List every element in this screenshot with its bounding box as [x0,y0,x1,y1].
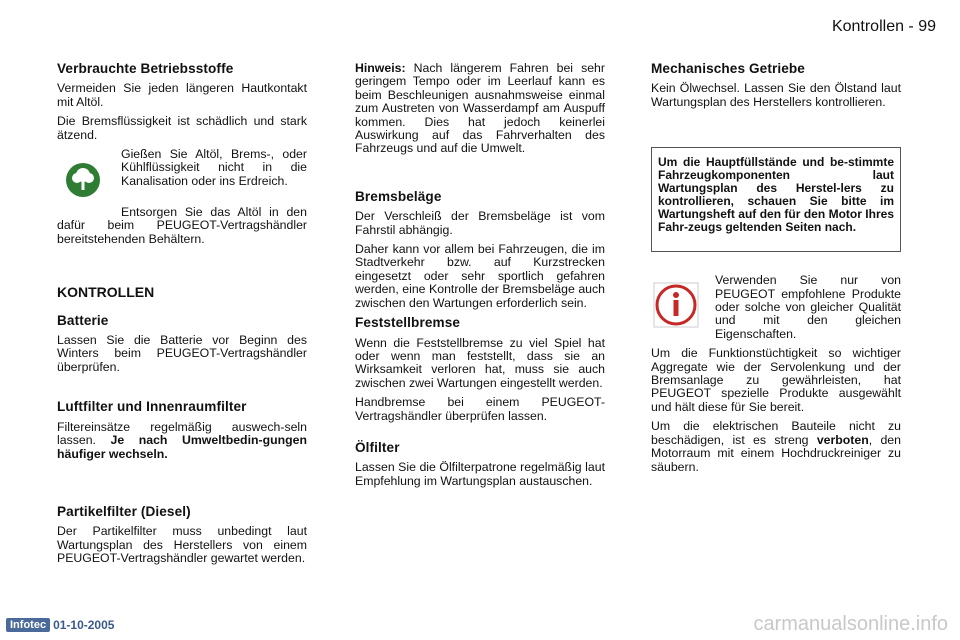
footer-left [6,618,114,632]
column-left [57,62,307,572]
note-box [651,147,901,252]
eco-notice [57,148,307,206]
watermark: carmanualsonline.info [753,613,948,635]
heading-luftfilter: Luftfilter und Innenraumfilter [57,399,247,415]
footer-date: 01-10-2005 [53,618,115,632]
paragraph: Filtereinsätze regelmäßig auswech-seln lassen. Je nach Umweltbedin-gungen häufiger wechseln. [57,419,307,461]
heading-feststellbremse: Feststellbremse [355,315,461,331]
heading-batterie: Batterie [57,312,109,328]
paragraph: Daher kann vor allem bei Fahrzeugen, die im Stadtverkehr bzw. auf Kurzstrecken eingesetzt oder sehr sportlich gefahren werden, eine Kontrolle der Bremsbeläge auch zwischen den Wartungen erforderlich sein. [355,242,605,310]
column-right [651,62,901,480]
tree-icon [57,156,107,206]
paragraph: Lassen Sie die Batterie vor Beginn des Winters beim PEUGEOT-Vertragshändler überprüfen. [57,333,307,374]
paragraph: Um die Funktionstüchtigkeit so wichtiger Aggregate wie der Servolenkung und der Bremsanlage zu gewährleisten, hat PEUGEOT spezielle Produkte ausgewählt und hält diese für Sie bereit. [651,346,901,414]
heading-partikelfilter: Partikelfilter (Diesel) [57,503,191,519]
column-middle [355,62,605,494]
paragraph: Vermeiden Sie jeden längeren Hautkontakt mit Altöl. [57,81,307,109]
info-paragraph: Verwenden Sie nur von PEUGEOT empfohlene Produkte oder solche von gleicher Qualität und mit den gleichen Eigenschaften. [715,273,901,341]
note-text: Um die Hauptfüllstände und be-stimmte Fahrzeugkomponenten laut Wartungsplan des Herstel-lers zu kontrollieren, schauen Sie bitte im Wartungsheft auf den für den Motor Ihres Fahr-zeugs geltenden Seiten nach. [658,155,894,235]
paragraph: Der Verschleiß der Bremsbeläge ist vom Fahrstil abhängig. [355,209,605,237]
paragraph: Handbremse bei einem PEUGEOT-Vertragshändler überprüfen lassen. [355,395,605,423]
hinweis-paragraph: Hinweis: Nach längerem Fahren bei sehr geringem Tempo oder im Leerlauf kann es beim Beschleunigen ausnahmsweise einmal zum Austreten von Wasserdampf am Auspuff kommen. Dies hat jedoch keinerlei Auswirkung auf das Fahrverhalten des Fahrzeugs und auf die Umwelt. [355,61,605,156]
info-notice [651,274,901,347]
info-icon [651,282,701,332]
paragraph: Kein Ölwechsel. Lassen Sie den Ölstand laut Wartungsplan des Herstellers kontrollieren. [651,81,901,109]
heading-mechanisches-getriebe: Mechanisches Getriebe [651,61,805,76]
eco-paragraph: Gießen Sie Altöl, Brems-, oder Kühlflüssigkeit nicht in die Kanalisation oder ins Erdreich. [121,147,307,188]
heading-kontrollen: KONTROLLEN [57,284,155,301]
heading-bremsbelaege: Bremsbeläge [355,188,442,204]
page-title: Kontrollen - 99 [831,18,936,35]
heading-verbrauchte-betriebsstoffe: Verbrauchte Betriebsstoffe [57,61,234,76]
paragraph: Der Partikelfilter muss unbedingt laut Wartungsplan des Herstellers von einem PEUGEOT-Vertragshändler gewartet werden. [57,524,307,566]
infotec-logo: Infotec [6,618,50,632]
paragraph: Lassen Sie die Ölfilterpatrone regelmäßig laut Empfehlung im Wartungsplan austauschen. [355,460,605,488]
paragraph: Wenn die Feststellbremse zu viel Spiel hat oder wenn man feststellt, dass sie an Wirksamkeit verloren hat, muss sie auch zwischen zwei Wartungen eingestellt werden. [355,335,605,390]
paragraph: Um die elektrischen Bauteile nicht zu beschädigen, ist es streng verboten, den Motorraum mit einem Hochdruckreiniger zu säubern. [651,419,901,474]
eco-paragraph-2: Entsorgen Sie das Altöl in den dafür beim PEUGEOT-Vertragshändler bereitstehenden Behältern. [57,205,307,246]
paragraph: Die Bremsflüssigkeit ist schädlich und stark ätzend. [57,114,307,142]
heading-oelfilter: Ölfilter [355,439,400,455]
